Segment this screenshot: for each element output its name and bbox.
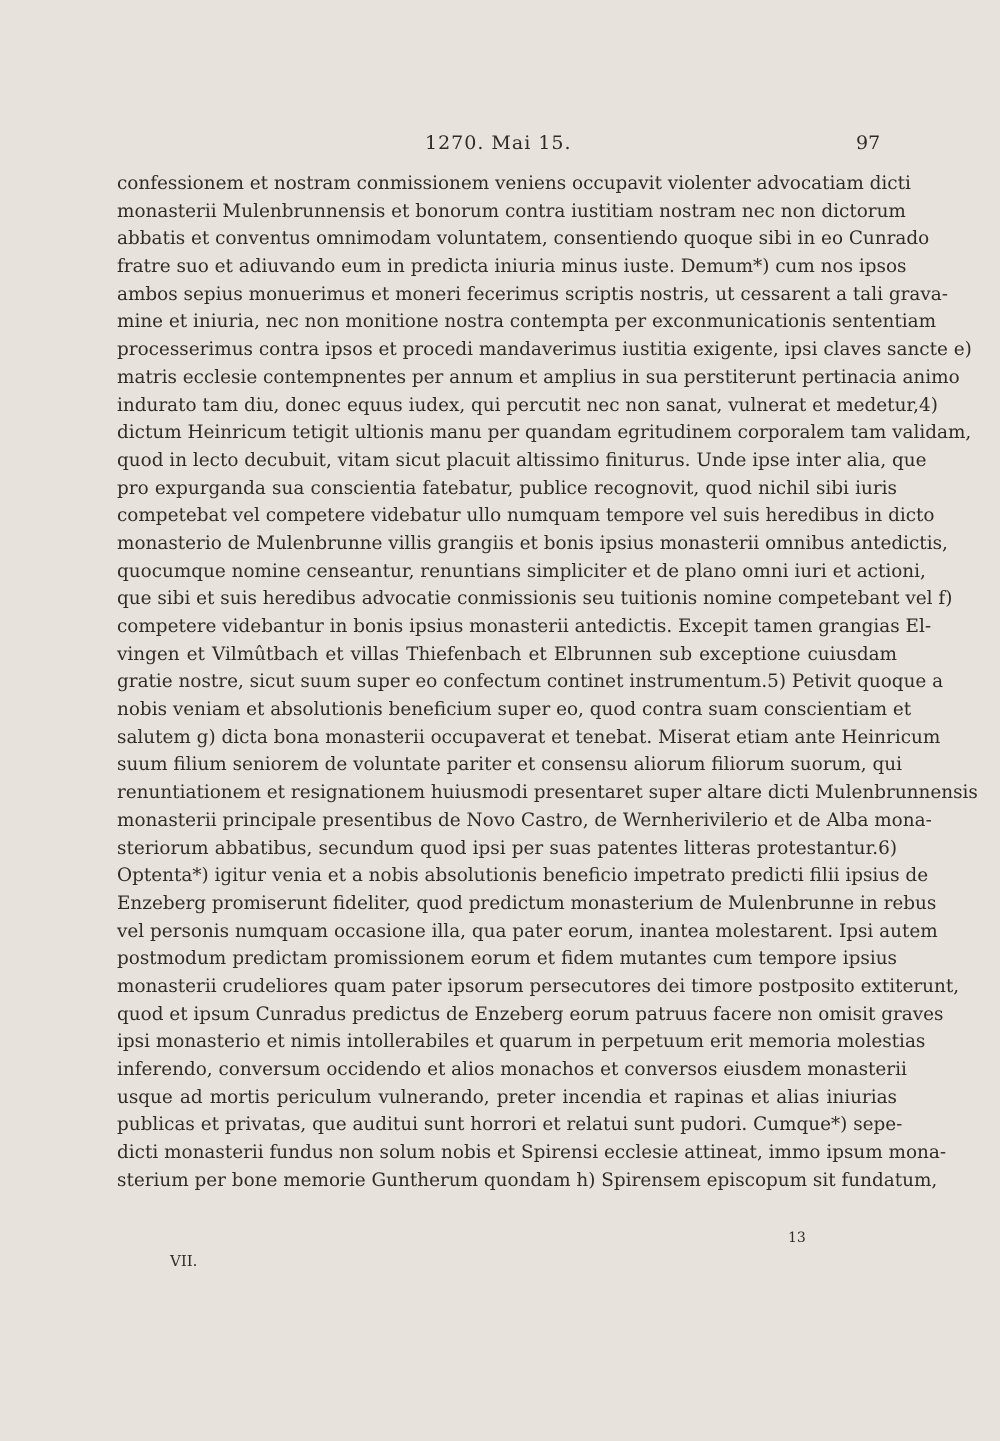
text-line: confessionem et nostram conmissionem veniens occupavit violenter advocatiam dicti — [117, 173, 911, 194]
text-line: gratie nostre, sicut suum super eo confectum continet instrumentum.5) Petivit quoque a — [117, 671, 944, 693]
page-footer — [0, 1230, 1000, 1282]
body-text — [117, 170, 978, 1194]
text-line: inferendo, conversum occidendo et alios monachos et conversos eiusdem monasterii — [117, 1059, 907, 1080]
text-line: dictum Heinricum tetigit ultionis manu per quandam egritudinem corporalem tam validam, — [117, 422, 972, 444]
text-line: que sibi et suis heredibus advocatie conmissionis seu tuitionis nomine competebant vel f) — [117, 588, 953, 610]
text-line: abbatis et conventus omnimodam voluntatem, consentiendo quoque sibi in eo Cunrado — [117, 228, 930, 250]
text-line: nobis veniam et absolutionis beneficium super eo, quod contra suam conscientiam et — [117, 699, 912, 721]
text-line: quod in lecto decubuit, vitam sicut placuit altissimo finiturus. Unde ipse inter alia, que — [117, 449, 927, 471]
text-line: ambos sepius monuerimus et moneri fecerimus scriptis nostris, ut cessarent a tali grava- — [117, 283, 948, 305]
text-line: suum filium seniorem de voluntate pariter et consensu aliorum filiorum suorum, qui — [117, 754, 902, 776]
text-line: dicti monasterii fundus non solum nobis et Spirensi ecclesie attineat, immo ipsum mona- — [117, 1142, 947, 1164]
text-line: mine et iniuria, nec non monitione nostra contempta per exconmunicationis sententiam — [117, 311, 937, 333]
text-line: indurato tam diu, donec equus iudex, qui percutit nec non sanat, vulnerat et medetur,4) — [117, 394, 938, 416]
text-line: vingen et Vilmûtbach et villas Thiefenbach et Elbrunnen sub exceptione cuiusdam — [117, 643, 897, 665]
text-line: ipsi monasterio et nimis intollerabiles et quarum in perpetuum erit memoria molestias — [117, 1031, 926, 1053]
text-line: Optenta*) igitur venia et a nobis absolutionis beneficio impetrato predicti filii ipsius de — [117, 865, 929, 887]
text-line: renuntiationem et resignationem huiusmodi presentaret super altare dicti Mulenbrunnensis — [117, 782, 978, 804]
text-line: publicas et privatas, que auditui sunt horrori et relatui sunt pudori. Cumque*) sepe- — [117, 1114, 903, 1136]
text-line: monasterii Mulenbrunnensis et bonorum contra iustitiam nostram nec non dictorum — [117, 200, 906, 222]
header-date: 1270. Mai 15. — [425, 132, 572, 154]
text-line: matris ecclesie contempnentes per annum et amplius in sua perstiterunt pertinacia animo — [117, 366, 960, 388]
text-line: postmodum predictam promissionem eorum et fidem mutantes cum tempore ipsius — [117, 948, 897, 970]
text-line: fratre suo et adiuvando eum in predicta iniuria minus iuste. Demum*) cum nos ipsos — [117, 256, 907, 278]
signature-mark: 13 — [788, 1230, 806, 1246]
text-line: competebat vel competere videbatur ullo numquam tempore vel suis heredibus in dicto — [117, 505, 935, 527]
text-line: pro expurganda sua conscientia fatebatur, publice recognovit, quod nichil sibi iuris — [117, 477, 897, 499]
page-header — [0, 132, 1000, 162]
text-line: usque ad mortis periculum vulnerando, preter incendia et rapinas et alias iniurias — [117, 1086, 897, 1108]
page-number: 97 — [856, 132, 881, 154]
volume-number: VII. — [170, 1252, 198, 1270]
text-line: monasterii crudeliores quam pater ipsorum persecutores dei timore postposito extiterunt, — [117, 975, 960, 997]
text-line: vel personis numquam occasione illa, qua pater eorum, inantea molestarent. Ipsi autem — [117, 920, 938, 942]
text-line: competere videbantur in bonis ipsius monasterii antedictis. Excepit tamen grangias El- — [117, 616, 932, 637]
text-line: salutem g) dicta bona monasterii occupaverat et tenebat. Miserat etiam ante Heinricum — [117, 726, 941, 748]
text-line: sterium per bone memorie Guntherum quondam h) Spirensem episcopum sit fundatum, — [117, 1169, 938, 1191]
text-line: Enzeberg promiserunt fideliter, quod predictum monasterium de Mulenbrunne in rebus — [117, 892, 937, 914]
text-line: monasterii principale presentibus de Novo Castro, de Wernherivilerio et de Alba mona- — [117, 809, 932, 831]
text-line: steriorum abbatibus, secundum quod ipsi per suas patentes litteras protestantur.6) — [117, 837, 897, 859]
text-line: quocumque nomine censeantur, renuntians simpliciter et de plano omni iuri et actioni, — [117, 560, 926, 582]
text-line: quod et ipsum Cunradus predictus de Enzeberg eorum patruus facere non omisit graves — [117, 1003, 944, 1025]
text-line: monasterio de Mulenbrunne villis grangiis et bonis ipsius monasterii omnibus antedictis, — [117, 532, 948, 554]
text-line: processerimus contra ipsos et procedi mandaverimus iustitia exigente, ipsi claves sancte e) — [117, 339, 972, 361]
